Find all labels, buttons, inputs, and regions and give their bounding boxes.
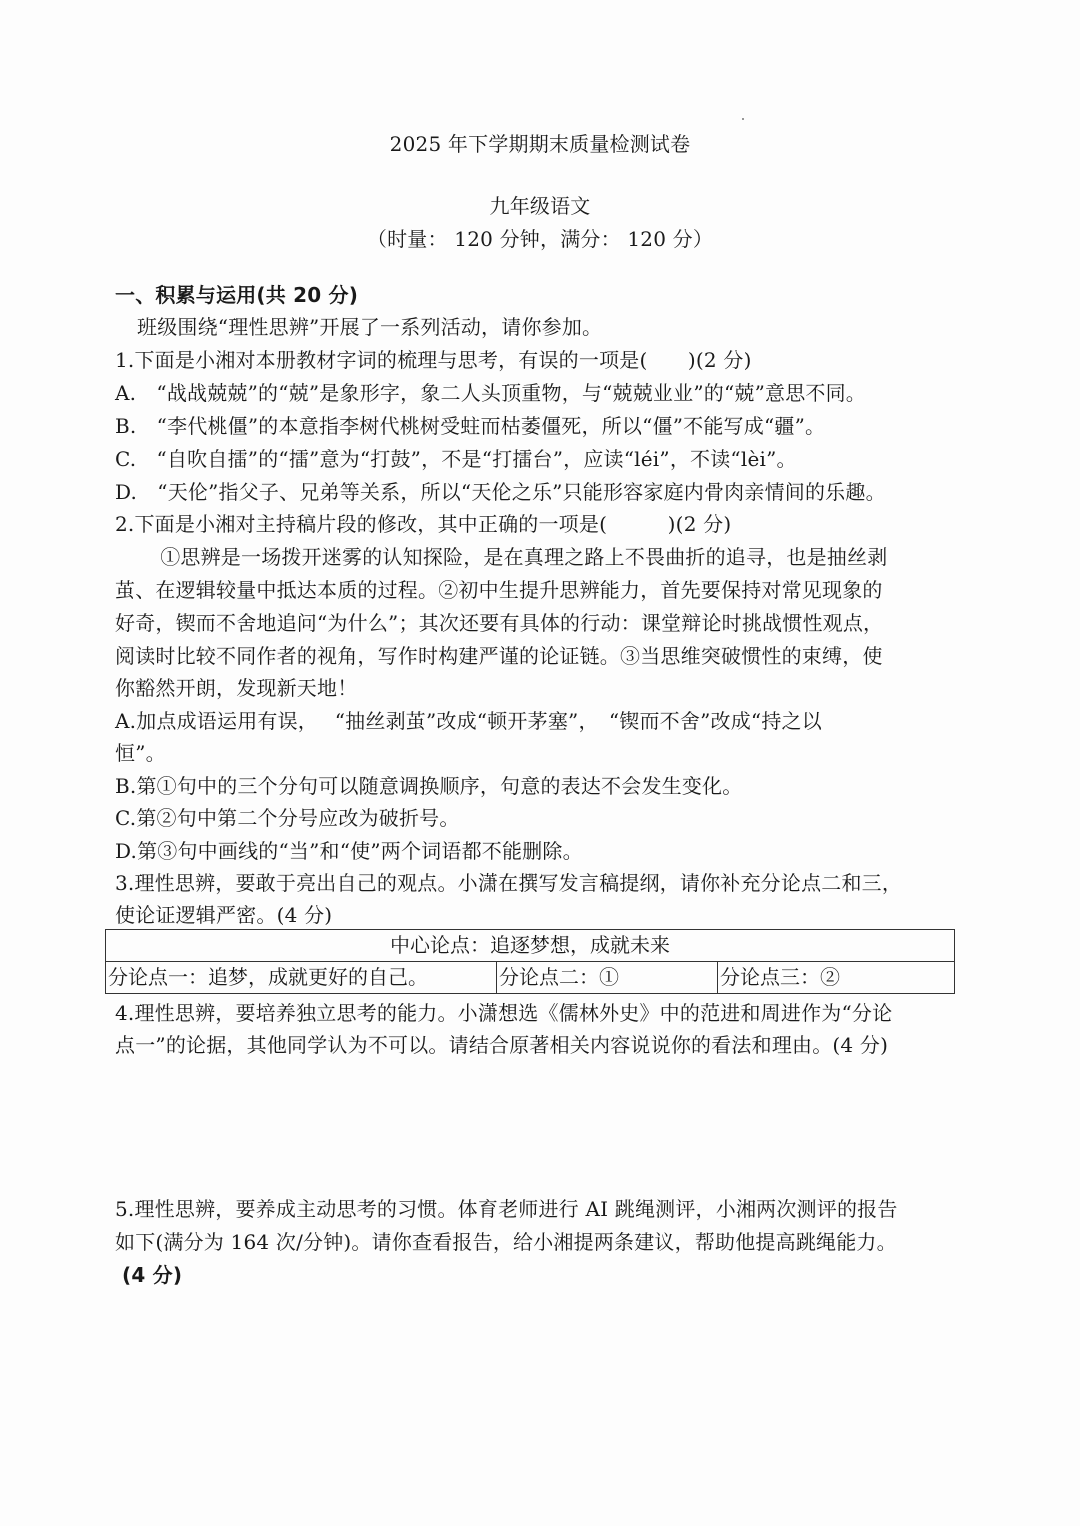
q1-option-a: A. “战战兢兢”的“兢”是象形字，象二人头顶重物，与“兢兢业业”的“兢”意思不同。 [115,381,866,405]
q2-passage-line: ①思辨是一场拨开迷雾的认知探险，是在真理之路上不畏曲折的追寻，也是抽丝剥 [140,545,888,569]
sub-claim-1-cell: 分论点一：追梦，成就更好的自己。 [106,962,497,994]
scan-speck [742,118,744,120]
q5-score: (4 分) [122,1263,183,1287]
argument-outline-table [105,929,955,994]
q2-option-c: C.第②句中第二个分号应改为破折号。 [115,806,460,830]
q1-option-d: D. “天伦”指父子、兄弟等关系，所以“天伦之乐”只能形容家庭内骨肉亲情间的乐趣。 [115,480,886,504]
q2-passage-line: 你豁然开朗，发现新天地！ [115,676,358,700]
exam-title: 2025 年下学期期末质量检测试卷 [389,132,691,156]
sub-claim-2-cell: 分论点二：① [497,962,718,994]
q2-passage-line: 茧、在逻辑较量中抵达本质的过程。②初中生提升思辨能力，首先要保持对常见现象的 [115,578,883,602]
section-heading: 一、积累与运用(共 20 分) [115,283,359,307]
q5-stem-cont: 如下(满分为 164 次/分钟)。请你查看报告，给小湘提两条建议，帮助他提高跳绳能力。 [115,1230,897,1254]
q2-stem: 2.下面是小湘对主持稿片段的修改，其中正确的一项是( )(2 分) [115,512,732,536]
exam-meta: （时量： 120 分钟，满分： 120 分） [366,227,714,251]
q4-stem: 4.理性思辨，要培养独立思考的能力。小潇想选《儒林外史》中的范进和周进作为“分论 [115,1001,893,1025]
section-intro: 班级围绕“理性思辨”开展了一系列活动，请你参加。 [137,315,603,339]
q4-stem-cont: 点一”的论据，其他同学认为不可以。请结合原著相关内容说说你的看法和理由。(4 分) [115,1033,889,1057]
q1-option-c: C. “自吹自擂”的“擂”意为“打鼓”，不是“打擂台”，应读“léi”，不读“lèi”。 [115,447,797,471]
q5-stem: 5.理性思辨，要养成主动思考的习惯。体育老师进行 AI 跳绳测评，小湘两次测评的报告 [115,1197,898,1221]
central-claim-cell: 中心论点：追逐梦想，成就未来 [106,930,955,962]
q2-passage-line: 阅读时比较不同作者的视角，写作时构建严谨的论证链。③当思维突破惯性的束缚，使 [115,644,883,668]
q2-option-d: D.第③句中画线的“当”和“使”两个词语都不能删除。 [115,839,583,863]
q2-passage-line: 好奇，锲而不舍地追问“为什么”；其次还要有具体的行动：课堂辩论时挑战惯性观点， [115,611,884,635]
q3-stem-cont: 使论证逻辑严密。(4 分) [115,903,333,927]
q1-option-b: B. “李代桃僵”的本意指李树代桃树受蛀而枯萎僵死，所以“僵”不能写成“疆”。 [115,414,826,438]
q1-stem: 1.下面是小湘对本册教材字词的梳理与思考，有误的一项是( )(2 分) [115,348,752,372]
q3-stem: 3.理性思辨，要敢于亮出自己的观点。小潇在撰写发言稿提纲，请你补充分论点二和三， [115,871,903,895]
q2-option-b: B.第①句中的三个分句可以随意调换顺序，句意的表达不会发生变化。 [115,774,743,798]
q2-option-a-cont: 恒”。 [115,741,166,765]
q2-option-a: A.加点成语运用有误， “抽丝剥茧”改成“顿开茅塞”， “锲而不舍”改成“持之以 [115,709,822,733]
sub-claim-3-cell: 分论点三：② [718,962,955,994]
exam-subject: 九年级语文 [489,194,591,218]
